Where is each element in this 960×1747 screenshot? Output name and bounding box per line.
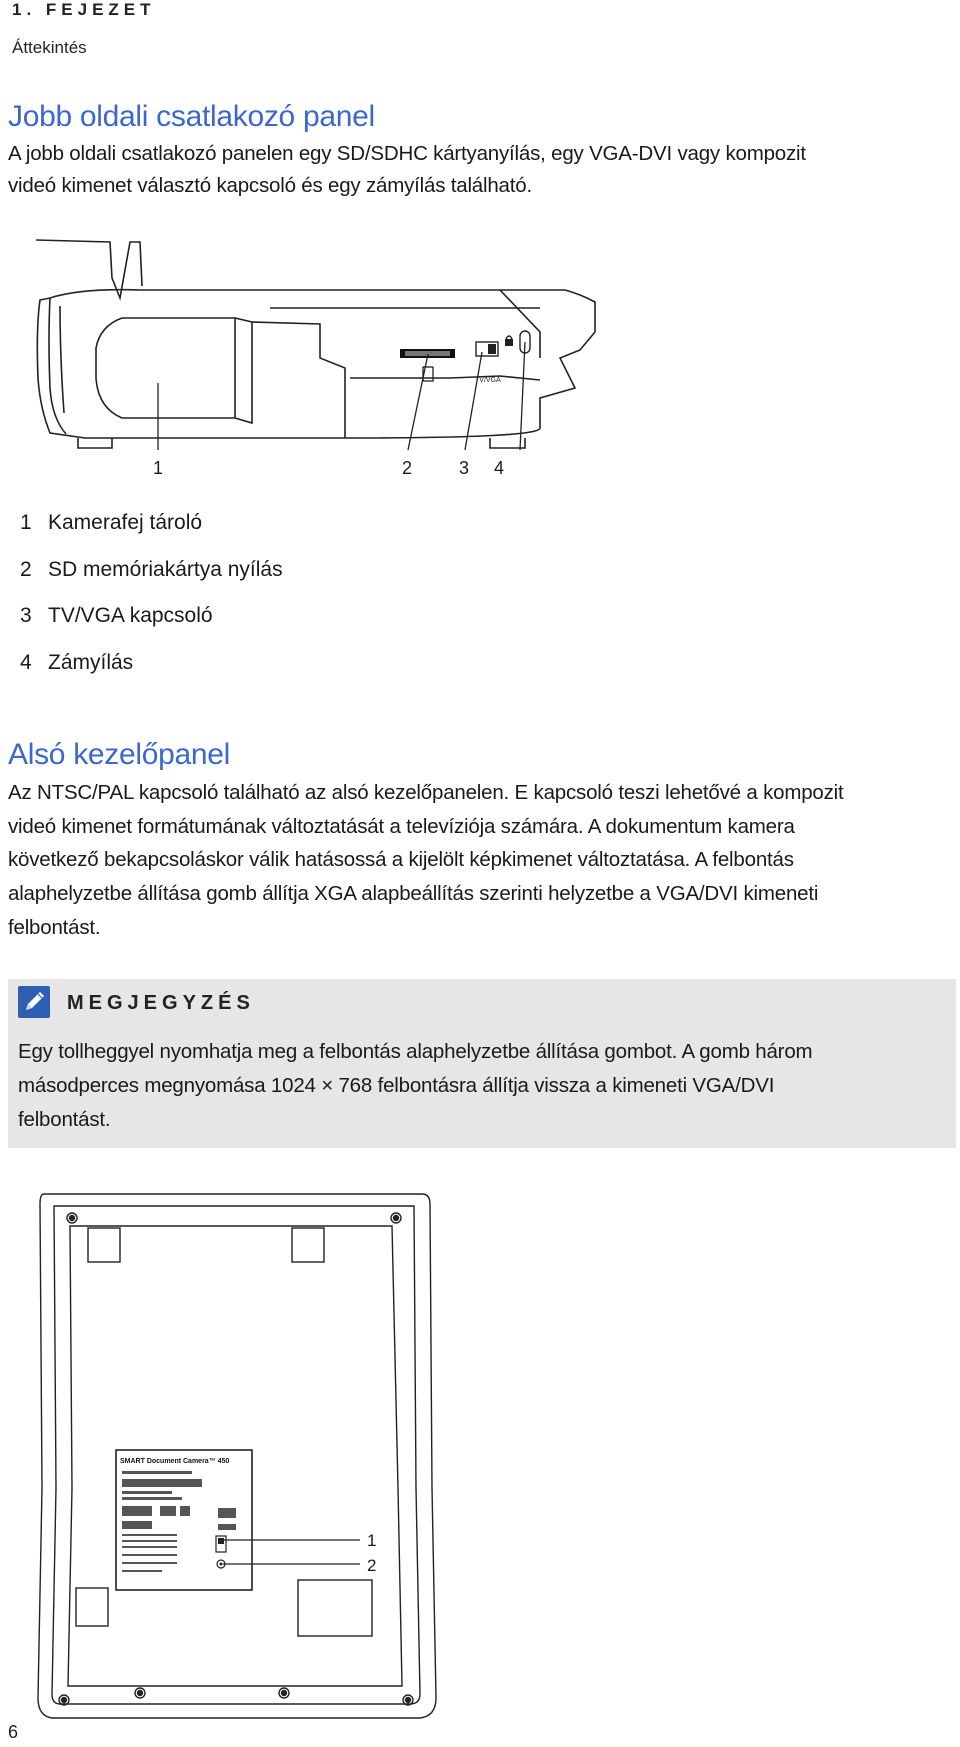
section1-body-line-2: videó kimenet választó kapcsoló és egy zámyílás található. (8, 174, 532, 197)
callout-4: 4 (494, 458, 505, 478)
device-label-title: SMART Document Camera™ 450 (120, 1458, 230, 1465)
legend-item (20, 651, 133, 675)
section2-body-line: Az NTSC/PAL kapcsoló található az alsó kezelőpanelen. E kapcsoló teszi lehetővé a kompozit (8, 781, 844, 804)
page-number: 6 (8, 1722, 19, 1742)
callout-1: 1 (153, 458, 164, 478)
right-panel-diagram (20, 238, 640, 478)
legend-number: 3 (20, 604, 32, 627)
note-title: MEGJEGYZÉS (67, 992, 255, 1014)
section2-body-line: alaphelyzetbe állítása gomb állítja XGA alapbeállítás szerinti helyzetbe a VGA/DVI kimeneti (8, 882, 819, 905)
section2-body-line: felbontást. (8, 916, 101, 939)
legend-item (20, 604, 213, 628)
section2-body-line: következő bekapcsoláskor válik hatásossá a kijelölt képkimenet változtatása. A felbontás (8, 848, 794, 871)
legend-number: 4 (20, 651, 32, 674)
callout-bottom-1: 1 (367, 1531, 377, 1550)
bottom-panel-diagram (30, 1188, 450, 1728)
legend-number: 1 (20, 511, 32, 534)
callout-2: 2 (402, 458, 413, 478)
note-line: másodperces megnyomása 1024 × 768 felbontásra állítja vissza a kimeneti VGA/DVI (18, 1074, 775, 1097)
callout-3: 3 (459, 458, 470, 478)
note-box (8, 979, 956, 1148)
legend-item (20, 558, 283, 582)
legend-label: Zámyílás (48, 651, 134, 674)
section1-body-line-1: A jobb oldali csatlakozó panelen egy SD/SDHC kártyanyílás, egy VGA-DVI vagy kompozit (8, 142, 806, 165)
callout-bottom-2: 2 (367, 1556, 377, 1575)
legend-number: 2 (20, 558, 32, 581)
note-text (18, 1035, 948, 1137)
legend-item (20, 511, 202, 535)
note-line: Egy tollheggyel nyomhatja meg a felbontás alaphelyzetbe állítása gombot. A gomb három (18, 1040, 813, 1063)
port-label: TV/VGA (475, 377, 501, 384)
section2-body-line: videó kimenet formátumának változtatását a televíziója számára. A dokumentum kamera (8, 815, 795, 838)
legend-label: Kamerafej tároló (48, 511, 203, 534)
legend-label: TV/VGA kapcsoló (48, 604, 213, 627)
chapter-subtitle: Áttekintés (12, 38, 87, 57)
pencil-note-icon (18, 986, 50, 1018)
legend-label: SD memóriakártya nyílás (48, 558, 283, 581)
section-title-right-panel: Jobb oldali csatlakozó panel (8, 100, 375, 133)
note-line: felbontást. (18, 1108, 111, 1131)
chapter-heading: 1. FEJEZET (12, 0, 156, 19)
section-title-bottom-panel: Alsó kezelőpanel (8, 738, 231, 771)
